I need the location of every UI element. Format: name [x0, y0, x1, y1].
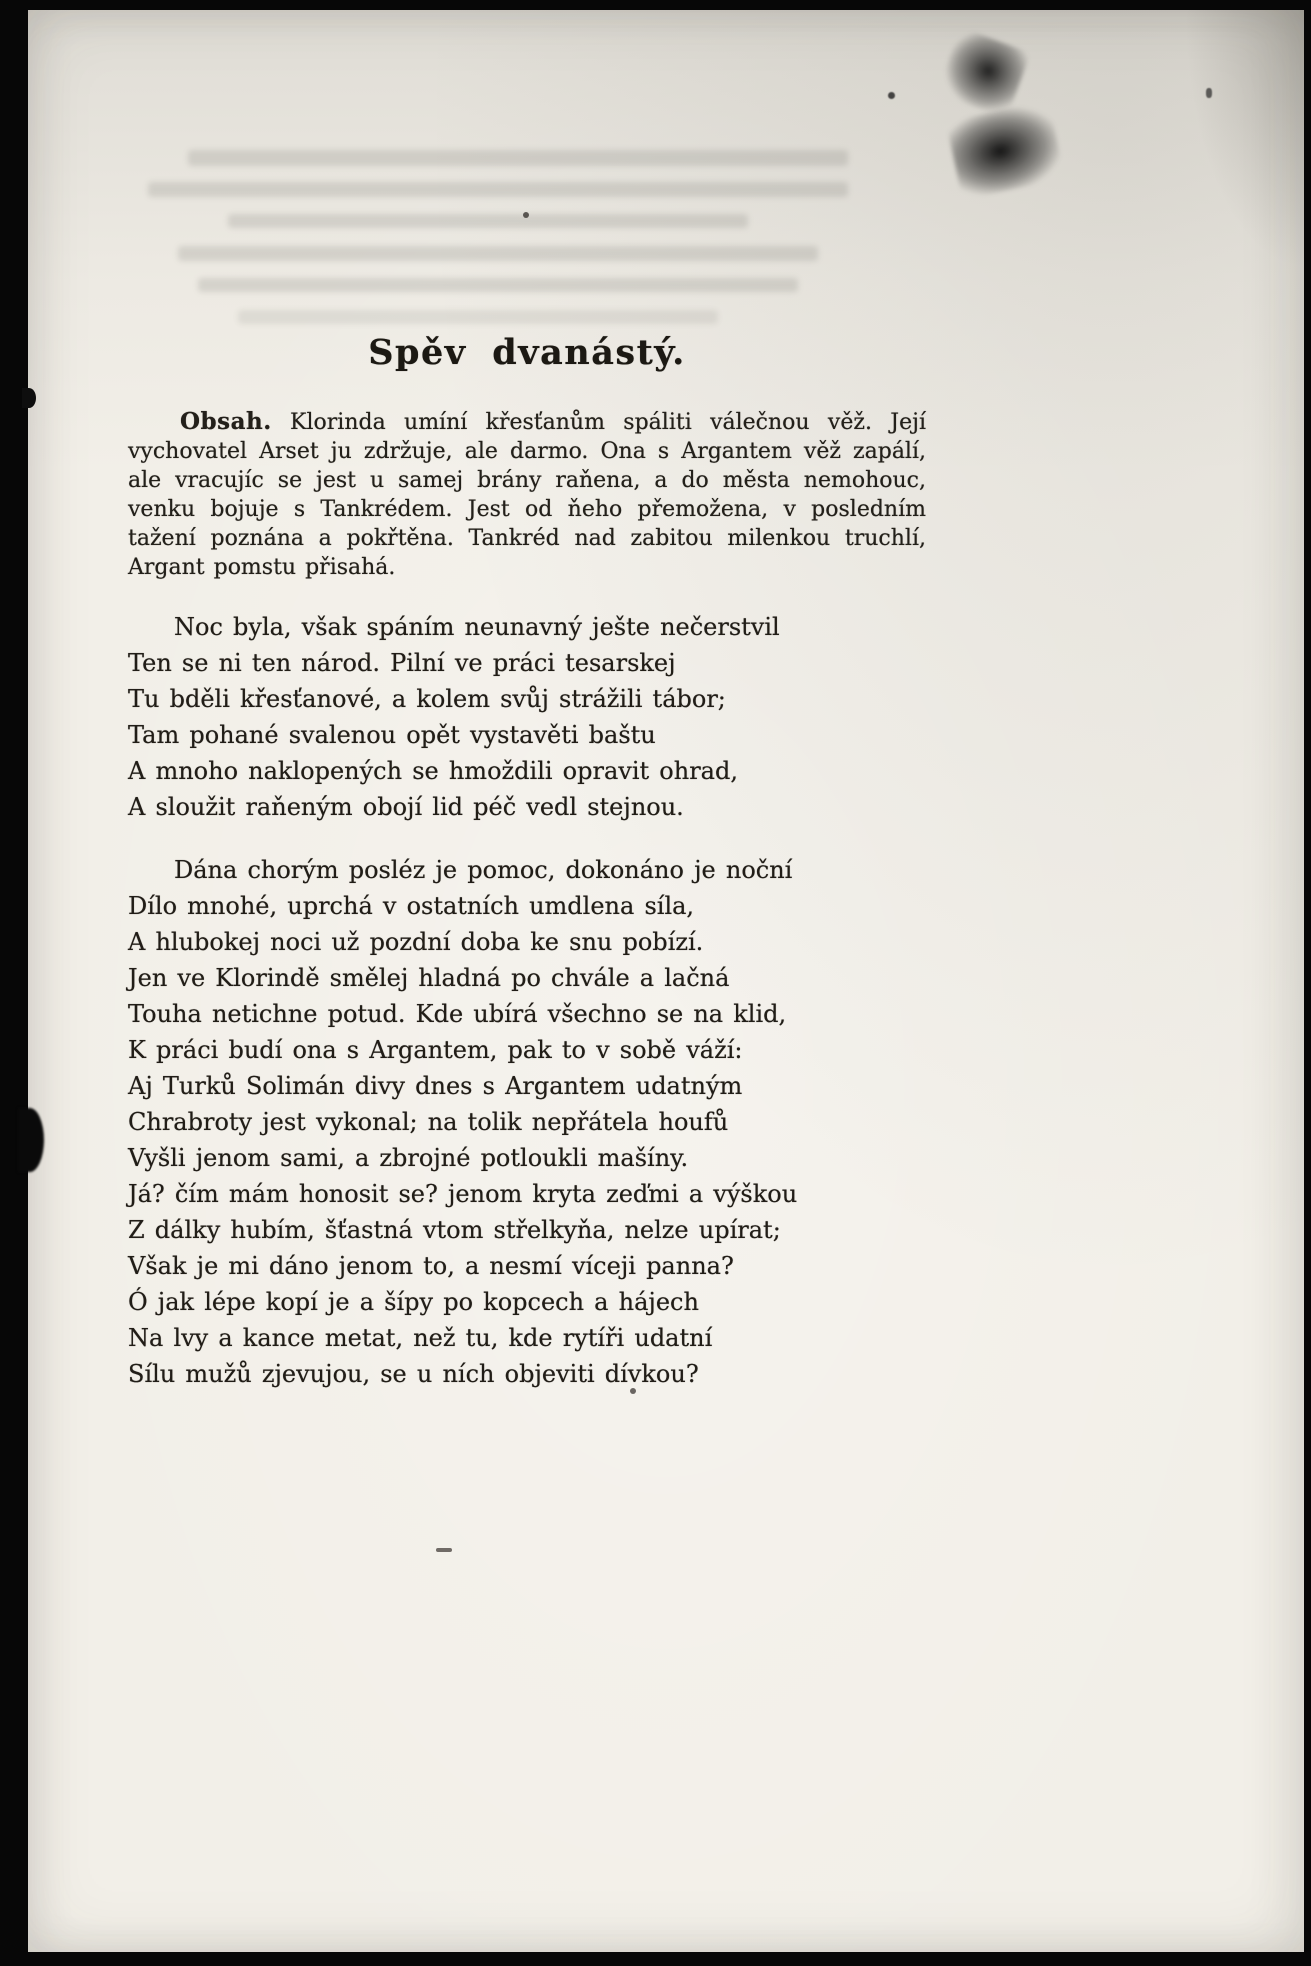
ink-speck — [523, 212, 529, 218]
verse-line: K práci budí ona s Argantem, pak to v sobě váží: — [128, 1036, 743, 1064]
bleedthrough-text-line — [228, 214, 748, 228]
ink-speck — [888, 92, 895, 99]
verse-line: Z dálky hubím, šťastná vtom střelkyňa, nelze upírat; — [128, 1216, 781, 1244]
bleedthrough-text-line — [188, 150, 848, 166]
scan-edge-mark — [22, 388, 36, 408]
bleedthrough-text-line — [198, 278, 798, 292]
ink-smudge — [936, 27, 1030, 118]
verse-line: Sílu mužů zjevujou, se u ních objeviti dívkou? — [128, 1360, 699, 1388]
verse-line: Ó jak lépe kopí je a šípy po kopcech a hájech — [128, 1288, 699, 1316]
verse-line: Jen ve Klorindě smělej hladná po chvále a lačná — [128, 964, 730, 992]
bleedthrough-text-line — [178, 246, 818, 261]
verse-stanza-2 — [128, 852, 926, 1392]
scanned-page — [28, 10, 1304, 1952]
verse-line: Však je mi dáno jenom to, a nesmí víceji panna? — [128, 1252, 734, 1280]
scan-edge-blob — [18, 1108, 44, 1172]
verse-line: A hlubokej noci už pozdní doba ke snu pobízí. — [128, 928, 704, 956]
summary-label: Obsah. — [180, 408, 272, 435]
verse-line: A mnoho naklopených se hmoždili opravit ohrad, — [128, 757, 738, 785]
verse-line: Tam pohané svalenou opět vystavěti baštu — [128, 721, 656, 749]
verse-line: Dána chorým posléz je pomoc, dokonáno je noční — [174, 856, 793, 884]
bleedthrough-text-line — [238, 310, 718, 324]
canto-title: Spěv dvanástý. — [368, 332, 686, 373]
summary-text: Klorinda umíní křesťanům spáliti válečnou věž. Její vychovatel Arset ju zdržuje, ale darmo. Ona s Argantem věž zapálí, ale vracujíc se jest u samej brány raňena, a do města nemohouc, venku bojuje s Tankrédem. Jest od ňeho přemožena, v posledním tažení poznána a pokřtěna. Tankréd nad zabitou milenkou truchlí, Argant pomstu přisahá. — [128, 410, 926, 580]
verse-line: Na lvy a kance metat, než tu, kde rytíři udatní — [128, 1324, 713, 1352]
scan-shadow — [1184, 10, 1304, 270]
verse-line: Vyšli jenom sami, a zbrojné potloukli mašíny. — [128, 1144, 689, 1172]
ink-speck — [1206, 88, 1212, 98]
argument-summary — [128, 407, 926, 582]
bleedthrough-text-line — [148, 182, 848, 197]
verse-line: Chrabroty jest vykonal; na tolik nepřátela houfů — [128, 1108, 729, 1136]
verse-line: Já? čím mám honosit se? jenom kryta zeďmi a výškou — [128, 1180, 798, 1208]
verse-line: Touha netichne potud. Kde ubírá všechno se na klid, — [128, 1000, 787, 1028]
verse-line: Noc byla, však spáním neunavný ješte nečerstvil — [174, 613, 780, 641]
text-block — [128, 332, 926, 1392]
verse-line: Tu bděli křesťanové, a kolem svůj strážili tábor; — [128, 685, 726, 713]
ink-smudge — [946, 100, 1065, 200]
verse-stanza-1 — [128, 609, 926, 825]
verse-line: Dílo mnohé, uprchá v ostatních umdlena síla, — [128, 892, 695, 920]
verse-line: Aj Turků Solimán divy dnes s Argantem udatným — [128, 1072, 743, 1100]
ink-speck — [436, 1548, 452, 1552]
verse-line: A sloužit raňeným obojí lid péč vedl stejnou. — [128, 793, 684, 821]
verse-line: Ten se ni ten národ. Pilní ve práci tesarskej — [128, 649, 676, 677]
